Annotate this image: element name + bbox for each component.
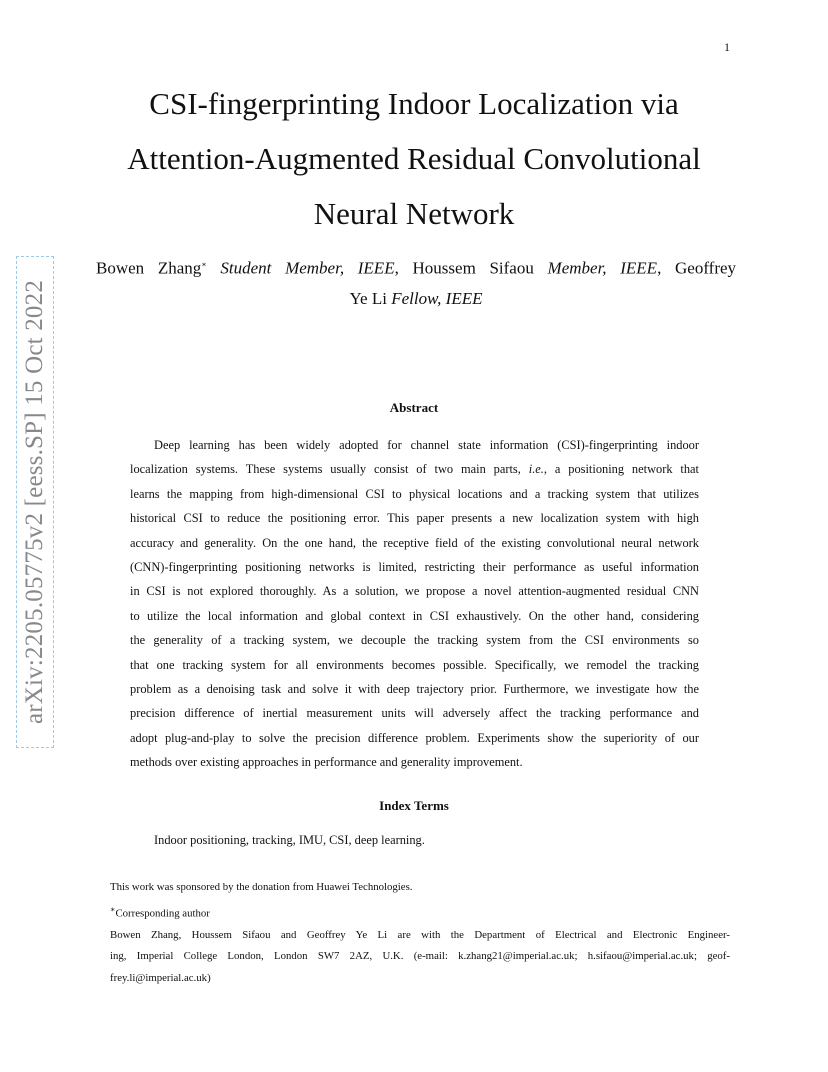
footnote-corresponding: ∗Corresponding author (110, 904, 210, 920)
footnote-affiliation-line[interactable]: ing, Imperial College London, London SW7 2AZ, U.K. (e-mail: k.zhang21@imperial.ac.uk; h.sifaou@imperial.ac.uk; geof- (110, 950, 730, 963)
index-terms-text: Indoor positioning, tracking, IMU, CSI, deep learning. (154, 833, 425, 847)
abstract-line: precision difference of inertial measurement units will adversely affect the tracking performance and (130, 706, 699, 721)
author-1-membership: Student Member, IEEE (220, 258, 395, 278)
abstract-line: learns the mapping from high-dimensional CSI to physical locations and a tracking system that utilizes (130, 486, 699, 501)
footnote-sponsorship: This work was sponsored by the donation from Huawei Technologies. (110, 881, 413, 893)
corresponding-mark: ∗ (110, 904, 116, 914)
author-separator: , (394, 258, 413, 278)
title-line-3: Neural Network (313, 196, 515, 231)
abstract-heading: Abstract (389, 400, 439, 415)
abstract-line: historical CSI to reduce the positioning error. This paper presents a new localization system with high (130, 511, 699, 526)
footnote-affiliation-line[interactable]: frey.li@imperial.ac.uk) (110, 971, 211, 984)
abstract-line: Deep learning has been widely adopted for channel state information (CSI)-fingerprinting indoor (154, 438, 699, 452)
author-1-name: Bowen Zhang (96, 258, 202, 278)
paper-title (80, 76, 748, 241)
footnote-affiliation-line: Bowen Zhang, Houssem Sifaou and Geoffrey Ye Li are with the Department of Electrical and Electronic Engineer- (110, 928, 730, 941)
title-line-2: Attention-Augmented Residual Convolutional (127, 141, 701, 176)
footnotes (110, 877, 730, 989)
title-line-1: CSI-fingerprinting Indoor Localization via (149, 86, 679, 121)
abstract-line: problem as a denoising task and solve it with deep trajectory prior. Furthermore, we investigate how the (130, 682, 699, 697)
abstract-line: methods over existing approaches in performance and generality improvement. (130, 755, 523, 770)
abstract-line: adopt plug-and-play to solve the precision difference problem. Experiments show the superiority of our (130, 730, 699, 745)
author-2-name: Houssem Sifaou (412, 258, 534, 278)
abstract-line: localization systems. These systems usually consist of two main parts, i.e., a positioning network that (130, 462, 700, 477)
author-3-membership: Fellow, IEEE (391, 288, 483, 308)
abstract-line: the generality of a tracking system, we decouple the tracking system from the CSI environments so (130, 633, 699, 648)
abstract-body (130, 433, 699, 775)
abstract-line: in CSI is not explored thoroughly. As a solution, we propose a novel attention-augmented residual CNN (130, 584, 699, 599)
author-line-2 (96, 284, 736, 314)
abstract-line: to utilize the local information and global context in CSI exhaustively. On the other hand, considering (130, 608, 699, 623)
author-separator: , (657, 258, 675, 278)
abstract-line: accuracy and generality. On the one hand, the receptive field of the existing convolutional neural network (130, 535, 699, 550)
abstract-line: (CNN)-fingerprinting positioning networks is limited, restricting their performance as useful information (130, 560, 699, 575)
arxiv-identifier-stamp[interactable]: arXiv:2205.05775v2 [eess.SP] 15 Oct 2022 (16, 256, 54, 748)
author-3-name-part-2: Ye Li (349, 288, 387, 308)
abstract-line: that one tracking system for all environments becomes possible. Specifically, we remodel the tracking (130, 657, 699, 672)
author-2-membership: Member, IEEE (547, 258, 658, 278)
author-list (96, 250, 736, 314)
page-number: 1 (724, 40, 730, 54)
author-1-corresponding-mark: ∗ (201, 260, 207, 269)
author-3-name-part-1: Geoffrey (675, 258, 737, 278)
abstract-ie-italic: i.e. (528, 462, 544, 477)
index-terms-heading: Index Terms (379, 798, 449, 813)
author-line-1 (96, 250, 736, 284)
